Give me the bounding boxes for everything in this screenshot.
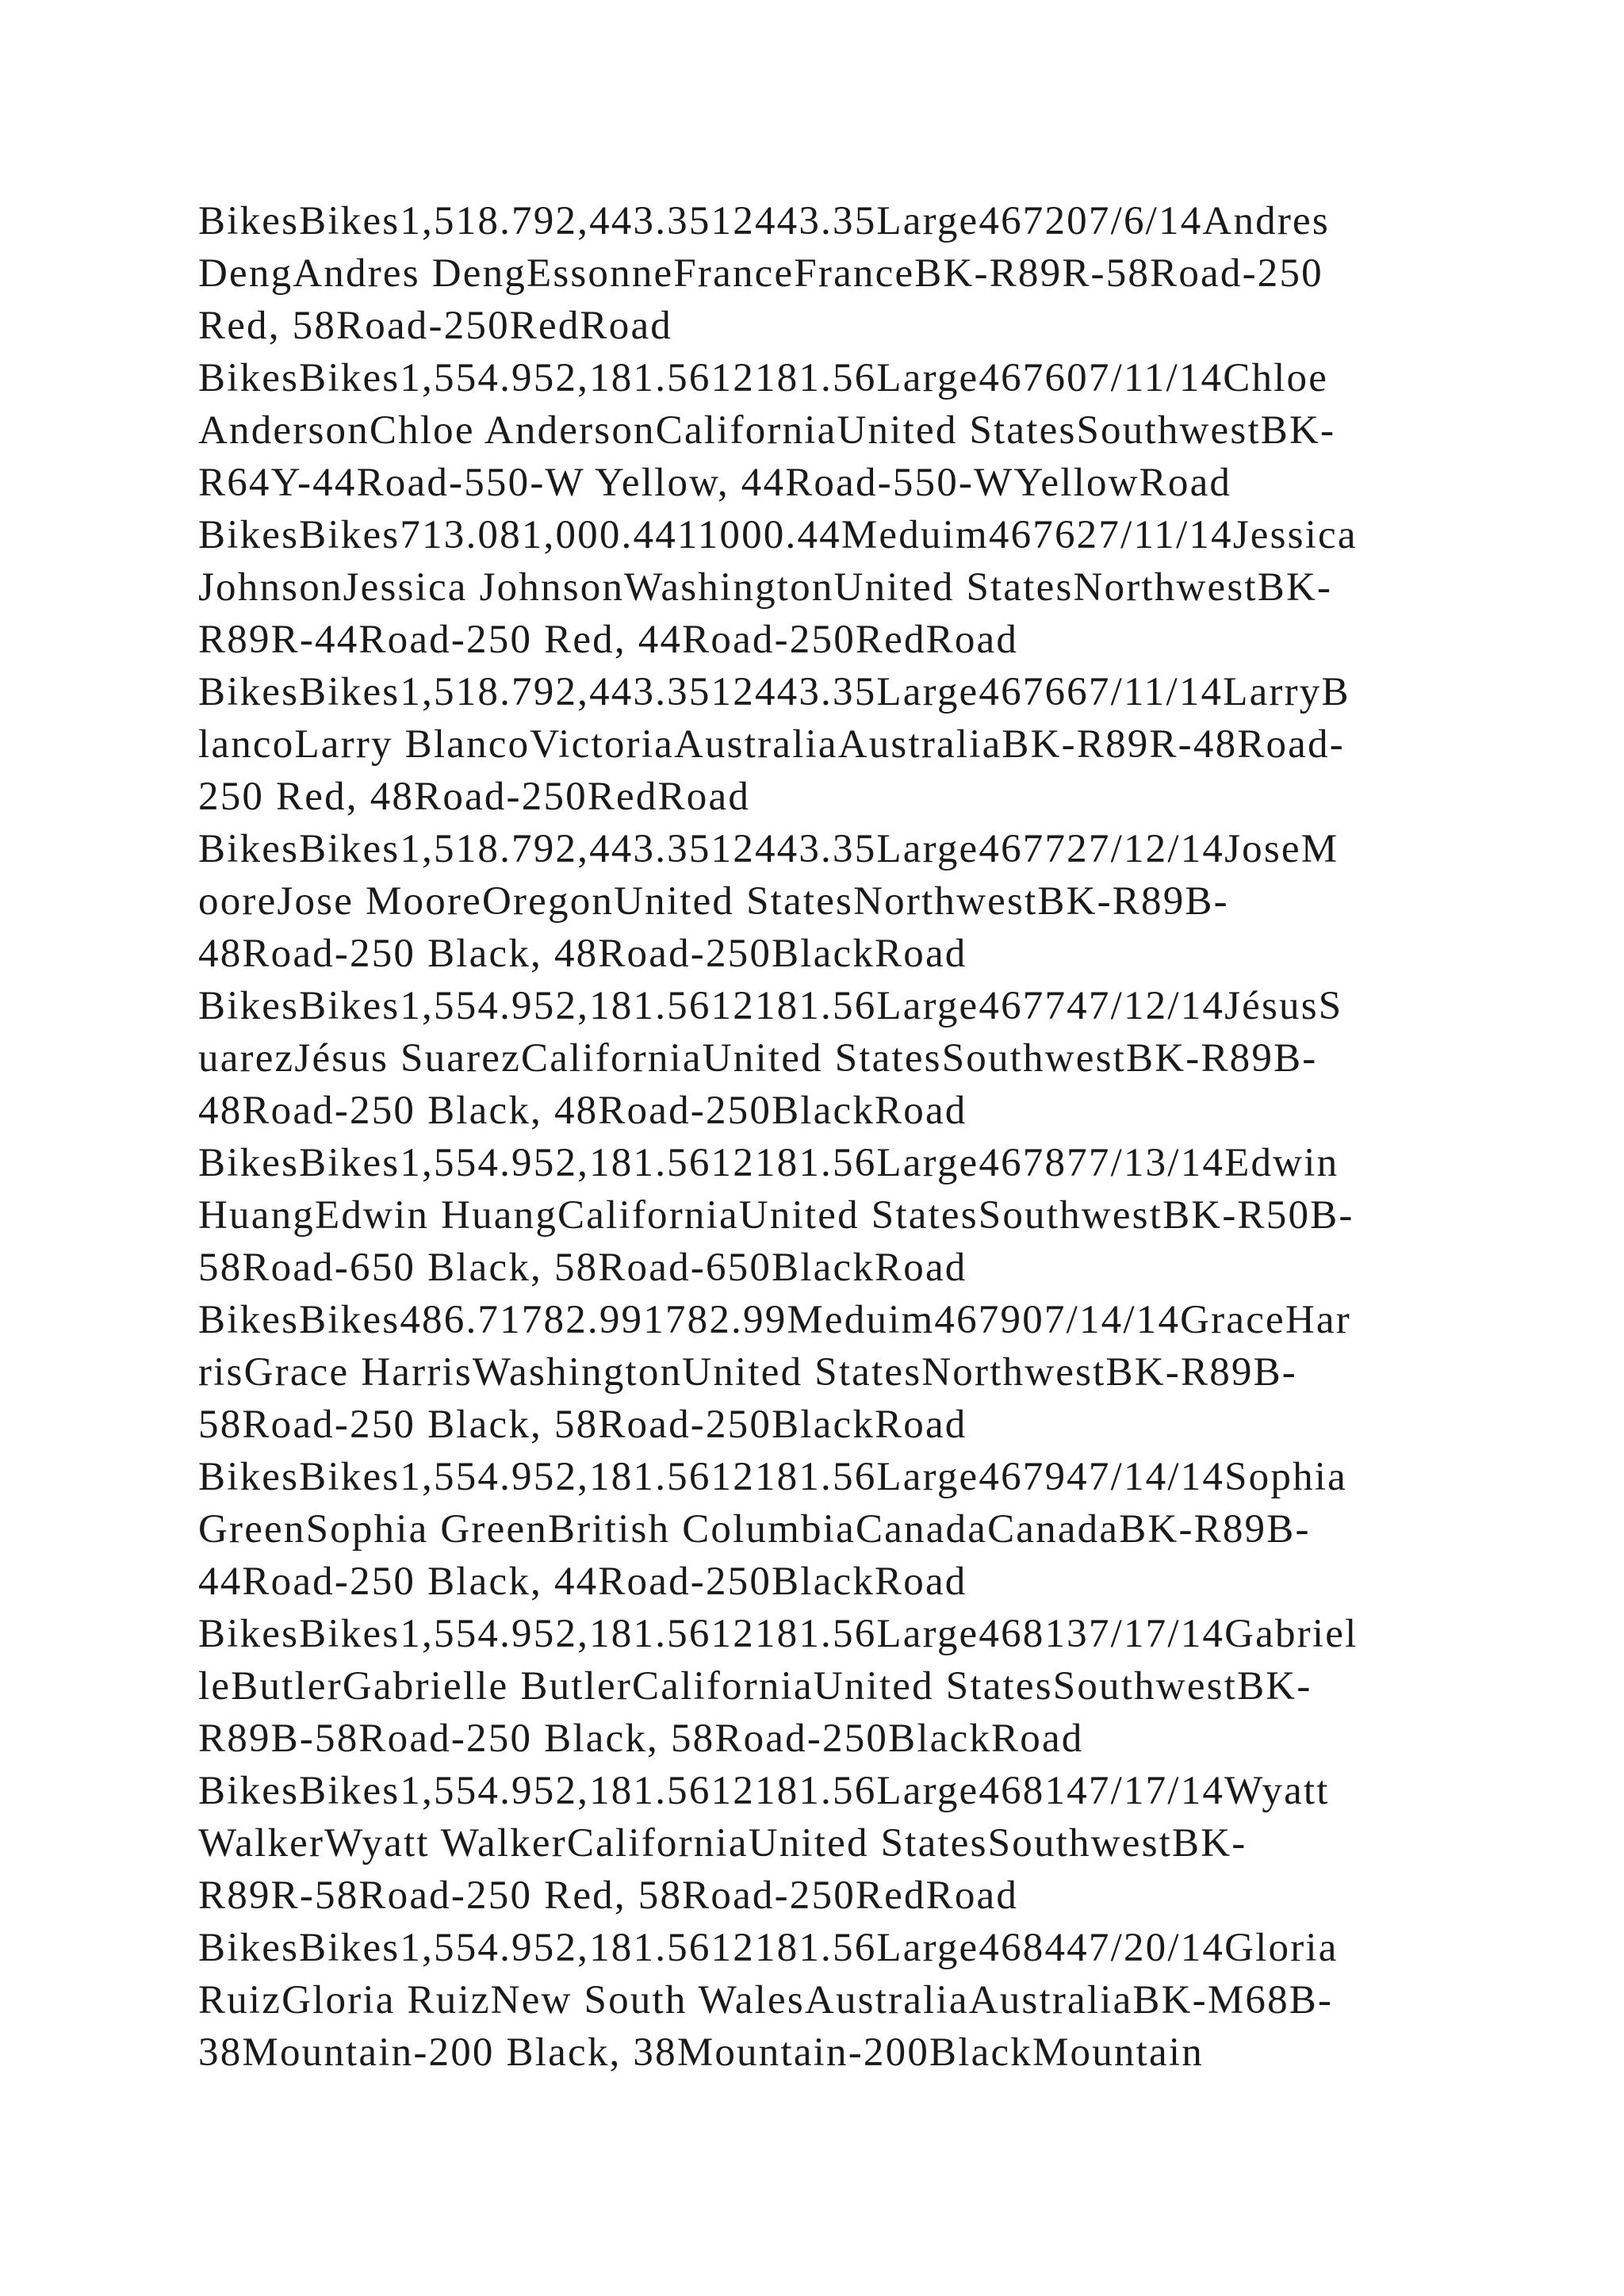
text-line: 48Road-250 Black, 48Road-250BlackRoad: [198, 932, 967, 976]
text-line: BikesBikes1,554.952,181.5612181.56Large468447/20/14Gloria: [198, 1926, 1339, 1970]
text-line: BikesBikes1,554.952,181.5612181.56Large467747/12/14JésusS: [198, 984, 1343, 1028]
text-line: 38Mountain-200 Black, 38Mountain-200BlackMountain: [198, 2030, 1204, 2075]
text-line: AndersonChloe AndersonCaliforniaUnited StatesSouthwestBK-: [198, 408, 1336, 453]
text-line: BikesBikes1,554.952,181.5612181.56Large468147/17/14Wyatt: [198, 1769, 1330, 1813]
text-line: WalkerWyatt WalkerCaliforniaUnited StatesSouthwestBK-: [198, 1821, 1247, 1866]
text-line: BikesBikes1,518.792,443.3512443.35Large467667/11/14LarryB: [198, 670, 1350, 714]
text-line: DengAndres DengEssonneFranceFranceBK-R89R-58Road-250: [198, 251, 1323, 296]
text-line: 58Road-650 Black, 58Road-650BlackRoad: [198, 1246, 967, 1290]
text-line: BikesBikes1,554.952,181.5612181.56Large467877/13/14Edwin: [198, 1141, 1339, 1185]
text-line: Red, 58Road-250RedRoad: [198, 304, 672, 348]
text-line: R64Y-44Road-550-W Yellow, 44Road-550-WYellowRoad: [198, 461, 1232, 505]
text-line: uarezJésus SuarezCaliforniaUnited StatesSouthwestBK-R89B-: [198, 1036, 1318, 1081]
text-line: BikesBikes1,518.792,443.3512443.35Large467727/12/14JoseM: [198, 827, 1339, 871]
text-line: 58Road-250 Black, 58Road-250BlackRoad: [198, 1402, 967, 1447]
text-line: 48Road-250 Black, 48Road-250BlackRoad: [198, 1089, 967, 1133]
text-line: R89R-44Road-250 Red, 44Road-250RedRoad: [198, 618, 1019, 662]
text-line: risGrace HarrisWashingtonUnited StatesNorthwestBK-R89B-: [198, 1350, 1297, 1395]
text-line: ooreJose MooreOregonUnited StatesNorthwestBK-R89B-: [198, 879, 1229, 924]
text-line: HuangEdwin HuangCaliforniaUnited StatesSouthwestBK-R50B-: [198, 1193, 1354, 1238]
text-line: BikesBikes486.71782.991782.99Meduim467907/14/14GraceHar: [198, 1298, 1351, 1342]
text-line: BikesBikes1,554.952,181.5612181.56Large467607/11/14Chloe: [198, 356, 1329, 400]
text-line: R89B-58Road-250 Black, 58Road-250BlackRoad: [198, 1716, 1084, 1761]
text-line: BikesBikes1,518.792,443.3512443.35Large467207/6/14Andres: [198, 199, 1330, 243]
text-line: leButlerGabrielle ButlerCaliforniaUnited StatesSouthwestBK-: [198, 1664, 1312, 1709]
text-line: GreenSophia GreenBritish ColumbiaCanadaCanadaBK-R89B-: [198, 1507, 1311, 1552]
text-line: BikesBikes1,554.952,181.5612181.56Large467947/14/14Sophia: [198, 1455, 1347, 1499]
text-line: lancoLarry BlancoVictoriaAustraliaAustraliaBK-R89R-48Road-: [198, 722, 1345, 767]
text-line: JohnsonJessica JohnsonWashingtonUnited StatesNorthwestBK-: [198, 565, 1333, 610]
text-line: 250 Red, 48Road-250RedRoad: [198, 775, 751, 819]
text-line: BikesBikes1,554.952,181.5612181.56Large468137/17/14Gabriel: [198, 1612, 1358, 1656]
text-line: R89R-58Road-250 Red, 58Road-250RedRoad: [198, 1873, 1019, 1918]
text-line: 44Road-250 Black, 44Road-250BlackRoad: [198, 1559, 967, 1604]
text-line: BikesBikes713.081,000.4411000.44Meduim467627/11/14Jessica: [198, 513, 1358, 557]
document-body: [198, 195, 1435, 2079]
text-line: RuizGloria RuizNew South WalesAustraliaAustraliaBK-M68B-: [198, 1978, 1334, 2022]
